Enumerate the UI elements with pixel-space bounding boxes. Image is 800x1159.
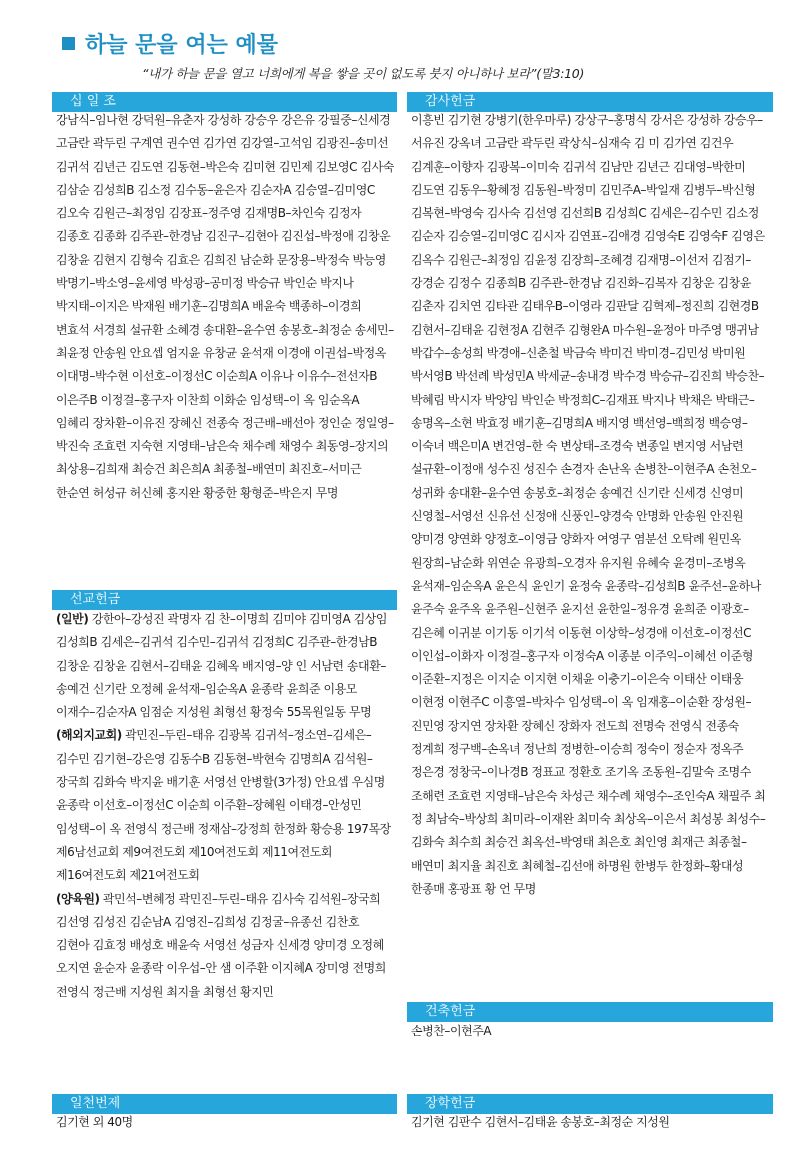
scholarship-header: 장학헌금 (407, 1094, 773, 1114)
mission-list (56, 608, 395, 1038)
mission-overseas-text: 곽민진–두린–태유 김광복 김귀석–정소연–김세은–김수민 김기현–강은영 김동수B 김동현–박현숙 김명희A 김석원–장국희 김화숙 박지윤 배기훈 서영선 안병할(3가정) 안요셉 우심명 윤종락 이선호–이정선C 이순희 이주환–장혜원 이태경–안성민 임성택–이 옥 전영식 정근배 정재삼–강정희 한정화 황승용 197목장 제6남선교회 제9여전도회 제10여전도회 제11여전도회 제16여전도회 제21여전도회 (56, 728, 391, 883)
mission-overseas-label: (해외지교회) (56, 728, 122, 743)
mission-general-text: 강한아–강성진 곽명자 김 찬–이명희 김미야 김미영A 김상임 김성희B 김세은–김귀석 김수민–김귀석 김정희C 김주관–한경남B 김창운 김창윤 김현서–김태윤 김혜옥 배지영–양 인 서남련 송대환–송예건 신기란 오정혜 윤석재–임순옥A 윤종락 윤희준 이용모 이재수–김순자A 임점순 지성원 최형선 황정숙 55목원일동 무명 (56, 612, 388, 720)
page-title (62, 28, 278, 59)
mission-general-label: (일반) (56, 612, 89, 626)
tithe-list: 강남식–임나현 강덕원–유춘자 강성하 강승우 강은유 강필중–신세경 고금란 곽두린 구계연 권수연 김가연 김강열–고석임 김광진–송미선 김귀석 김년근 김도연 김동현–박은숙 김미현 김민제 김보영C 김사숙 김삼순 김성희B 김소정 김수동–윤은자 김순자A 김승열–김미영C 김오숙 김원근–최정임 김장표–정주영 김재명B–차인숙 김정자 김종호 김종화 김주관–한경남 김진구–김현아 김진섭–박정애 김창운 김창윤 김현지 김형숙 김효은 김희진 남순화 문장용–박정숙 박능영 박명기–박소영–윤세영 박성광–공미정 박승규 박인순 박지나 박지태–이지은 박재원 배기훈–김명희A 배윤숙 백종하–이경희 변효석 서경희 설규환 소혜경 송대환–윤수연 송봉호–최정순 송세민–최윤정 안송원 안요셉 엄지윤 유창균 윤석재 이경애 이권섭–박정옥 이대명–박수현 이선호–이정선C 이순희A 이유나 이유수–전선자B 이은주B 이정걸–홍구자 이찬희 이화순 임성택–이 옥 임순옥A 임혜리 장차환–이유진 장혜신 전종숙 정근배–배선아 정인순 정일영–박진숙 조효련 지숙현 지영태–남은숙 채수례 채영수 최동영–장지의 최상용–김희재 최승건 최은희A 최종철–배연미 최진호–서미근 한순연 허성규 허신혜 홍지완 황중한 황형준–박은지 무명 (56, 113, 394, 500)
page-subtitle-verse: “내가 하늘 문을 열고 너희에게 복을 쌓을 곳이 없도록 붓지 아니하나 보라”(말3:10) (142, 66, 585, 81)
tithe-header: 십 일 조 (52, 92, 397, 112)
firstfruit-list: 김기현 외 40명 (56, 1115, 133, 1129)
page-title-text: 하늘 문을 여는 예물 (85, 33, 278, 58)
building-list: 손병찬–이현주A (411, 1024, 492, 1038)
scholarship-list: 김기현 김판수 김현서–김태윤 송봉호–최정순 지성원 (411, 1115, 670, 1129)
mission-nursing-label: (양육원) (56, 891, 100, 906)
thanks-header: 감사헌금 (407, 92, 773, 112)
firstfruit-header: 일천번제 (52, 1094, 397, 1114)
square-bullet-icon (62, 37, 75, 50)
thanks-list: 이흥빈 김기현 강병기(한우마루) 강상구–홍명식 강서은 강성하 강승우–서유진 강옥녀 고금란 곽두린 곽상식–심재숙 김 미 김가연 김건우 김계훈–이향자 김광복–이미숙 김귀석 김남만 김년근 김대영–박한미 김도연 김동우–황혜정 김동원–박정미 김민주A–박일재 김병두–박신형 김복현–박영숙 김사숙 김선영 김선희B 김성희C 김세은–김수민 김소정 김순자 김승열–김미영C 김시자 김연표–김애경 김영숙E 김영숙F 김영은 김옥수 김원근–최정임 김윤정 김장희–조혜경 김재명–이선저 김점기–강경순 김정수 김종희B 김주관–한경남 김진화–김복자 김창운 김창윤 김춘자 김치연 김타관 김태우B–이영라 김판달 김혁제–정진희 김현경B 김현서–김태윤 김현정A 김현주 김형완A 마수원–윤정아 마주영 맹귀남 박갑수–송성희 박경애–신춘철 박금숙 박미건 박미경–김민성 박미원 박서영B 박선례 박성민A 박세균–송내경 박수경 박승규–김진희 박승찬–박혜림 박시자 박양임 박인순 박정희C–김재표 박지나 박채은 박태근–송명옥–소현 박효정 배기훈–김명희A 배지영 백선영–백희정 백승영–이숙녀 백은미A 변건영–한 숙 변상태–조경숙 변종일 변지영 서남련 설규환–이정애 성수진 성진수 손경자 손난옥 손병찬–이현주A 손천오–성귀화 송대환–윤수연 송봉호–최정순 송예건 신기란 신세경 신영미 신영철–서영선 신유선 신정애 신풍인–양경숙 안명화 안송원 안진원 양미경 양연화 양정호–이영금 양화자 여영구 염분선 오탁례 원민옥 원장희–남순화 위연순 유광희–오경자 유지원 유혜숙 윤경미–조병옥 윤석재–임순옥A 윤은식 윤인기 윤정숙 윤종락–김성희B 윤주선–윤하나 윤주숙 윤주옥 윤주원–신현주 윤지선 윤한일–정유경 윤희준 이광호–김은혜 이귀분 이기동 이기석 이동현 이상학–성경애 이선호–이정선C 이인섭–이화자 이정걸–홍구자 이정숙A 이종분 이주익–이혜선 이준형 이준환–지정은 이지순 이지현 이채윤 이충기–이은숙 이태산 이태웅 이현정 이현주C 이흥열–박차수 임성택–이 옥 임재홍–이순환 장성원–진민영 장지연 장차환 장혜신 장화자 전도희 전명숙 전영식 전종숙 정계희 정구백–손옥녀 정난희 정병한–이승희 정숙이 정순자 정옥주 정은경 정창국–이나경B 정표교 정환호 조기옥 조동원–김말숙 조명수 조해련 조효련 지영태–남은숙 차성근 채수례 채영수–조인숙A 채필주 최 정 최남숙–박상희 최미라–이재완 최미숙 최상옥–이은서 최성봉 최성수–김화숙 최수희 최승건 최옥선–박영태 최은호 최인영 최재근 최종철–배연미 최지율 최진호 최혜철–김선애 하명원 한병두 한정화–황대성 한종매 홍광표 황 언 무명 (411, 113, 766, 896)
mission-nursing-text: 곽민석–변혜정 곽민진–두린–태유 김사숙 김석원–장국희 김선영 김성진 김순남A 김영진–김희성 김정굴–유종선 김찬호 김현아 김효정 배성호 배윤숙 서영선 성금자 신세경 양미경 오정혜 오지연 윤순자 윤종락 이우섭–안 샘 이주환 이지혜A 장미영 전명희 전영식 정근배 지성원 최지율 최형선 황지민 (56, 891, 386, 999)
building-header: 건축헌금 (407, 1002, 773, 1022)
mission-header: 선교헌금 (52, 590, 397, 610)
